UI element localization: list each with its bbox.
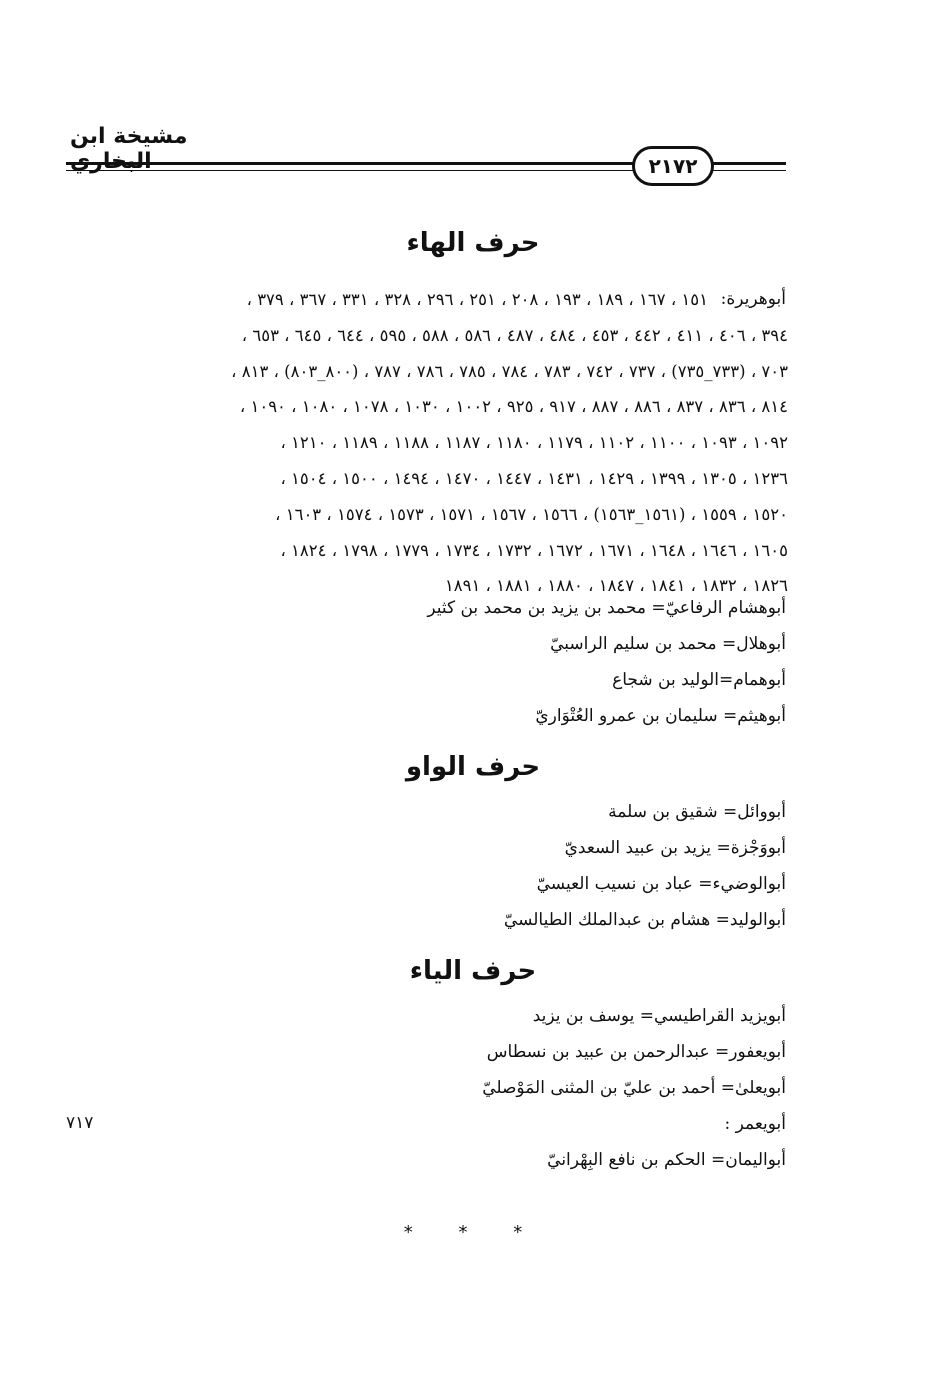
side-reference-number: ٧١٧ — [66, 1113, 94, 1133]
entry-abu-wail: أبووائل= شقيق بن سلمة — [608, 802, 786, 822]
section-separator-stars: * * * — [403, 1222, 543, 1243]
entry-abu-al-wadi: أبوالوضيء= عباد بن نسيب العيسيّ — [536, 874, 786, 894]
entry-abu-yala: أبويعلىٰ= أحمد بن عليّ بن المثنى المَوْصليّ — [482, 1078, 786, 1098]
entry-abu-yamar: أبويعمر : — [724, 1114, 786, 1134]
reference-line: ١٠٩٢ ، ١٠٩٣ ، ١١٠٠ ، ١١٠٢ ، ١١٧٩ ، ١١٨٠ ، ١١٨٧ ، ١١٨٨ ، ١١٨٩ ، ١٢١٠ ، — [280, 433, 788, 453]
entry-abu-hilal: أبوهلال= محمد بن سليم الراسبيّ — [550, 634, 786, 654]
reference-line: ١٥٢٠ ، ١٥٥٩ ، (١٥٦١_١٥٦٣) ، ١٥٦٦ ، ١٥٦٧ ، ١٥٧١ ، ١٥٧٣ ، ١٥٧٤ ، ١٦٠٣ ، — [275, 504, 788, 524]
section-heading-ha: حرف الهاء — [406, 228, 540, 258]
section-heading-ya: حرف الياء — [409, 956, 537, 986]
entry-abu-hammam: أبوهمام=الوليد بن شجاع — [612, 670, 786, 690]
reference-line: ١٨٢٦ ، ١٨٣٢ ، ١٨٤١ ، ١٨٤٧ ، ١٨٨٠ ، ١٨٨١ ، ١٨٩١ — [444, 576, 788, 596]
entry-abu-al-yaman: أبواليمان= الحكم بن نافع البِهْرانيّ — [547, 1150, 786, 1170]
reference-line: ٣٩٤ ، ٤٠٦ ، ٤١١ ، ٤٤٢ ، ٤٥٣ ، ٤٨٤ ، ٤٨٧ ، ٥٨٦ ، ٥٨٨ ، ٥٩٥ ، ٦٤٤ ، ٦٤٥ ، ٦٥٣ ، — [241, 325, 788, 345]
entry-abu-hisham: أبوهشام الرفاعيّ= محمد بن يزيد بن محمد بن كثير — [427, 598, 786, 618]
entry-abu-haytham: أبوهيثم= سليمان بن عمرو العُتْوَاريّ — [535, 706, 786, 726]
page-number-badge: ٢١٧٢ — [632, 146, 714, 186]
entry-abu-wajza: أبووَجْزة= يزيد بن عبيد السعديّ — [564, 838, 786, 858]
entry-abu-yafur: أبويعفور= عبدالرحمن بن عبيد بن نسطاس — [486, 1042, 786, 1062]
section-heading-waw: حرف الواو — [405, 752, 541, 782]
abu-hurayra-references — [68, 282, 788, 604]
abu-hurayra-label: أبوهريرة: — [720, 289, 786, 309]
reference-line: ١٢٣٦ ، ١٣٠٥ ، ١٣٩٩ ، ١٤٢٩ ، ١٤٣١ ، ١٤٤٧ ، ١٤٧٠ ، ١٤٩٤ ، ١٥٠٠ ، ١٥٠٤ ، — [280, 468, 788, 488]
reference-line: ٧٠٣ ، (٧٣٣_٧٣٥) ، ٧٣٧ ، ٧٤٢ ، ٧٨٣ ، ٧٨٤ ، ٧٨٥ ، ٧٨٦ ، ٧٨٧ ، (٨٠٠_٨٠٣) ، ٨١٣ ، — [231, 361, 788, 381]
book-title: مشيخة ابن — [70, 124, 188, 149]
reference-line: ١٥١ ، ١٦٧ ، ١٨٩ ، ١٩٣ ، ٢٠٨ ، ٢٥١ ، ٢٩٦ ، ٣٢٨ ، ٣٣١ ، ٣٦٧ ، ٣٧٩ ، — [246, 290, 708, 309]
reference-line: ٨١٤ ، ٨٣٦ ، ٨٣٧ ، ٨٨٦ ، ٨٨٧ ، ٩١٧ ، ٩٢٥ ، ١٠٠٢ ، ١٠٣٠ ، ١٠٧٨ ، ١٠٨٠ ، ١٠٩٠ ، — [239, 397, 788, 417]
reference-line: ١٦٠٥ ، ١٦٤٦ ، ١٦٤٨ ، ١٦٧١ ، ١٦٧٢ ، ١٧٣٢ ، ١٧٣٤ ، ١٧٧٩ ، ١٧٩٨ ، ١٨٢٤ ، — [280, 540, 788, 560]
entry-abu-yazid: أبويزيد القراطيسي= يوسف بن يزيد — [532, 1006, 786, 1026]
entry-abu-al-walid: أبوالوليد= هشام بن عبدالملك الطيالسيّ — [503, 910, 786, 930]
